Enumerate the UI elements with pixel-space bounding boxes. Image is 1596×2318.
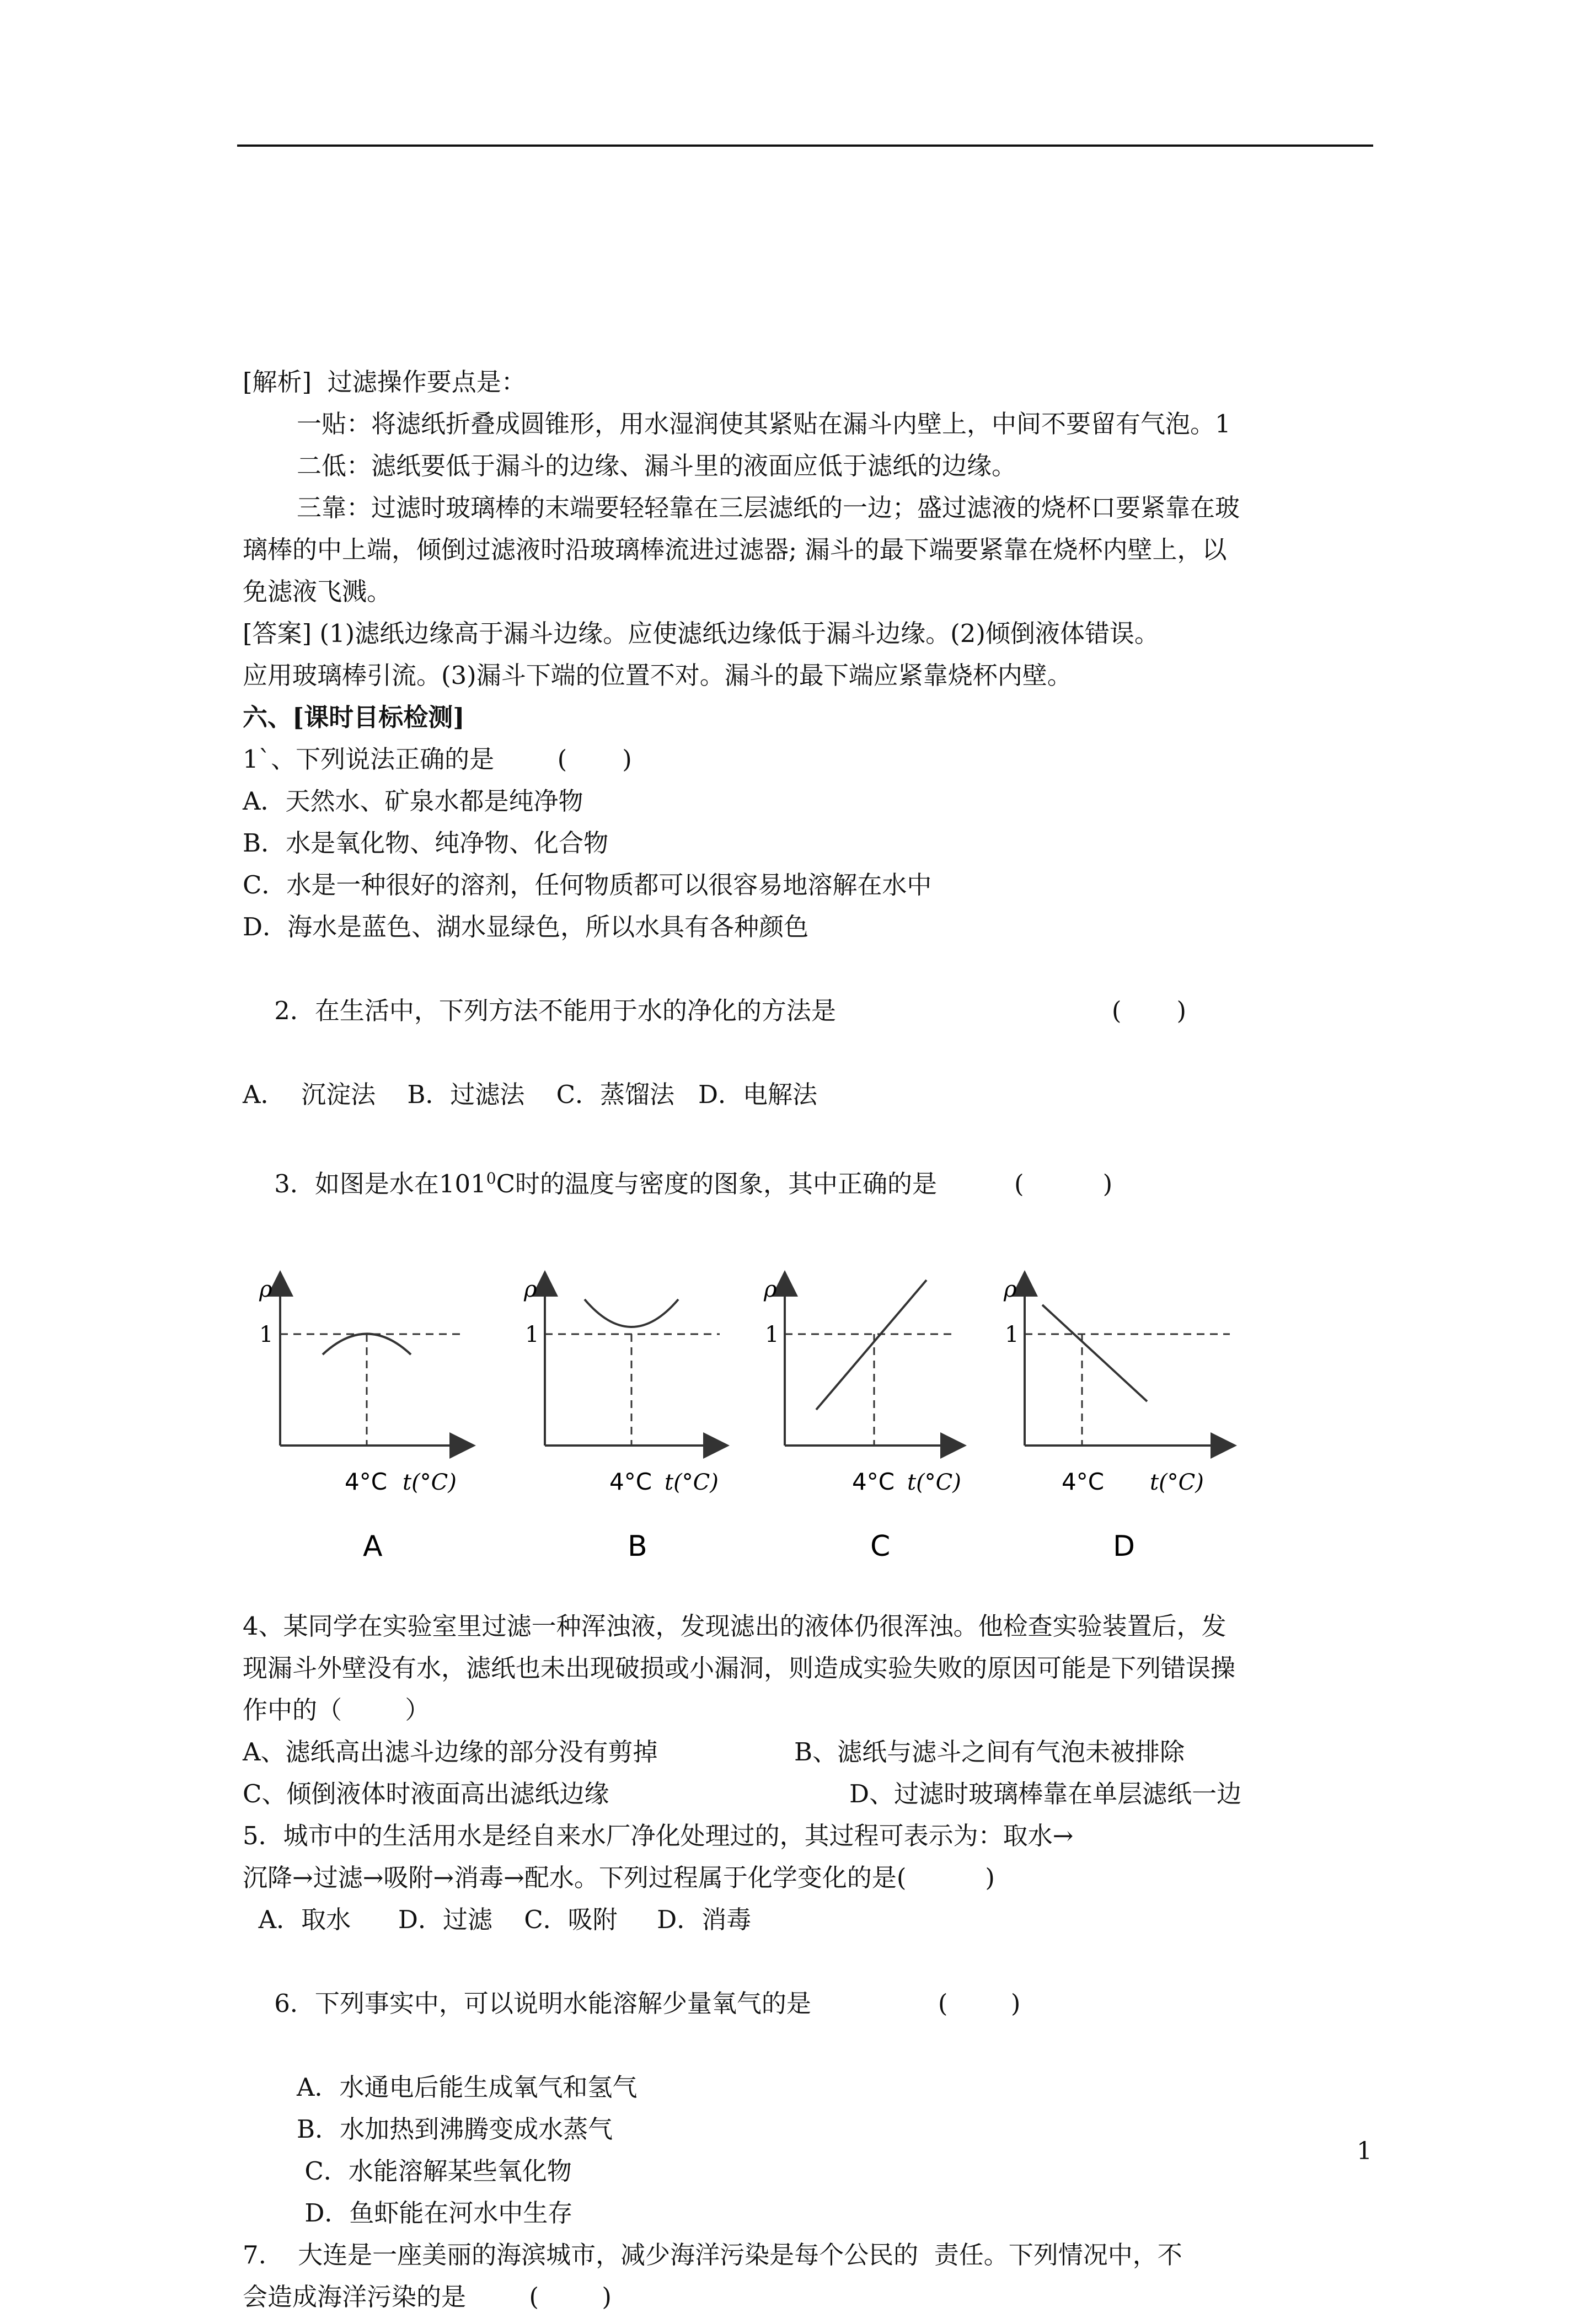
section-title: 六、[课时目标检测] xyxy=(243,703,465,732)
q4-options-row-2 xyxy=(243,1773,1373,1815)
panel-a-y-label: ρ xyxy=(259,1277,272,1302)
page-number: 1 xyxy=(1357,2137,1372,2165)
q5-options: A．取水 D．过滤 C．吸附 D．消毒 xyxy=(243,1905,752,1934)
q6-stem-text: 6．下列事实中，可以说明水能溶解少量氧气的是 xyxy=(274,1989,811,2018)
q7-stem-1: 7. 大连是一座美丽的海滨城市，减少海洋污染是每个公民的 责任。下列情况中，不 xyxy=(243,2240,1182,2269)
panel-b-x-tick: 4°C xyxy=(609,1468,652,1495)
q2-stem xyxy=(243,948,1373,1074)
q5-stem-1: 5．城市中的生活用水是经自来水厂净化处理过的，其过程可表示为：取水→ xyxy=(243,1821,1074,1850)
q2-options: A． 沉淀法 B．过滤法 C．蒸馏法 D．电解法 xyxy=(243,1080,818,1109)
q4-option-b: B、滤纸与滤斗之间有气泡未被排除 xyxy=(794,1737,1185,1766)
analysis-point-3c: 免滤液飞溅。 xyxy=(243,577,392,606)
panel-b-y-label: ρ xyxy=(524,1277,537,1302)
panel-b-y-tick: 1 xyxy=(525,1322,539,1347)
panel-b-letter: B xyxy=(628,1530,647,1563)
analysis-point-3a: 三靠：过滤时玻璃棒的末端要轻轻靠在三层滤纸的一边；盛过滤液的烧杯口要紧靠在玻 xyxy=(297,493,1240,522)
graph-panel-b xyxy=(523,1275,725,1563)
q3-stem xyxy=(243,1116,1373,1247)
q4-options-row-1 xyxy=(243,1731,1373,1773)
q3-stem-suffix: C时的温度与密度的图象，其中正确的是 xyxy=(496,1169,938,1198)
panel-d-x-tick: 4°C xyxy=(1062,1468,1105,1495)
q1-stem: 1`、下列说法正确的是 ( ) xyxy=(243,745,632,774)
panel-c-line xyxy=(816,1280,926,1410)
q6-option-c: C．水能溶解某些氧化物 xyxy=(297,2156,572,2186)
q2-bracket: ( ) xyxy=(1111,996,1187,1025)
q3-stem-sup: 0 xyxy=(486,1169,496,1187)
panel-a-x-label: t(°C) xyxy=(403,1470,457,1495)
analysis-point-2: 二低：滤纸要低于漏斗的边缘、漏斗里的液面应低于滤纸的边缘。 xyxy=(297,451,1017,480)
answer-line-2: 应用玻璃棒引流。(3)漏斗下端的位置不对。漏斗的最下端应紧靠烧杯内壁。 xyxy=(243,661,1072,690)
panel-d-y-label: ρ xyxy=(1004,1277,1017,1302)
q4-option-c: C、倾倒液体时液面高出滤纸边缘 xyxy=(243,1779,609,1808)
q4-option-d: D、过滤时玻璃棒靠在单层滤纸一边 xyxy=(849,1779,1242,1808)
panel-b-x-label: t(°C) xyxy=(665,1470,719,1495)
q4-stem-1: 4、某同学在实验室里过滤一种浑浊液，发现滤出的液体仍很浑浊。他检查实验装置后，发 xyxy=(243,1612,1227,1641)
document-body xyxy=(243,361,1373,2318)
density-temperature-graphs xyxy=(243,1258,1263,1594)
q6-option-b: B．水加热到沸腾变成水蒸气 xyxy=(297,2114,613,2144)
panel-a-letter: A xyxy=(363,1530,383,1563)
q1-option-a: A．天然水、矿泉水都是纯净物 xyxy=(243,786,583,816)
q4-stem-2: 现漏斗外壁没有水，滤纸也未出现破损或小漏洞，则造成实验失败的原因可能是下列错误操 xyxy=(243,1653,1236,1683)
q1-option-b: B．水是氧化物、纯净物、化合物 xyxy=(243,828,609,858)
panel-d-y-tick: 1 xyxy=(1005,1322,1019,1347)
panel-d-line xyxy=(1042,1305,1147,1401)
analysis-point-3b: 璃棒的中上端，倾倒过滤液时沿玻璃棒流进过滤器; 漏斗的最下端要紧靠在烧杯内壁上，以 xyxy=(243,535,1227,564)
q1-option-d: D．海水是蓝色、湖水显绿色，所以水具有各种颜色 xyxy=(243,912,809,941)
q4-stem-3: 作中的（ ） xyxy=(243,1695,430,1725)
panel-c-x-tick: 4°C xyxy=(852,1468,895,1495)
q4-option-a: A、滤纸高出滤斗边缘的部分没有剪掉 xyxy=(243,1737,658,1766)
analysis-title: [解析] 过滤操作要点是： xyxy=(243,367,526,397)
q5-stem-2: 沉降→过滤→吸附→消毒→配水。下列过程属于化学变化的是( ) xyxy=(243,1863,995,1892)
q6-stem xyxy=(243,1941,1373,2067)
panel-c-y-tick: 1 xyxy=(765,1322,779,1347)
q2-stem-text: 2．在生活中，下列方法不能用于水的净化的方法是 xyxy=(274,996,836,1025)
answer-line-1: [答案] (1)滤纸边缘高于漏斗边缘。应使滤纸边缘低于漏斗边缘。(2)倾倒液体错误。 xyxy=(243,619,1159,648)
panel-a-y-tick: 1 xyxy=(259,1322,274,1347)
q3-bracket: ( ) xyxy=(1014,1169,1113,1198)
q7-stem-2: 会造成海洋污染的是 ( ) xyxy=(243,2282,612,2311)
graph-panel-d xyxy=(1003,1275,1233,1563)
q1-option-c: C．水是一种很好的溶剂，任何物质都可以很容易地溶解在水中 xyxy=(243,870,932,900)
graphs-svg xyxy=(243,1258,1263,1594)
panel-c-letter: C xyxy=(870,1530,891,1563)
analysis-point-1: 一贴：将滤纸折叠成圆锥形，用水湿润使其紧贴在漏斗内壁上，中间不要留有气泡。1 xyxy=(297,409,1231,438)
graph-panel-a xyxy=(259,1275,472,1563)
header-rule xyxy=(237,144,1373,147)
q3-stem-prefix: 3．如图是水在101 xyxy=(274,1169,486,1198)
panel-c-y-label: ρ xyxy=(764,1277,777,1302)
panel-c-x-label: t(°C) xyxy=(907,1470,961,1495)
graph-panel-c xyxy=(763,1275,962,1563)
panel-a-x-tick: 4°C xyxy=(345,1468,388,1495)
panel-d-letter: D xyxy=(1113,1530,1136,1563)
panel-b-curve xyxy=(585,1299,678,1327)
panel-d-x-label: t(°C) xyxy=(1150,1470,1204,1495)
q6-option-d: D．鱼虾能在河水中生存 xyxy=(297,2198,573,2228)
q6-bracket: ( ) xyxy=(938,1989,1021,2018)
q6-option-a: A．水通电后能生成氧气和氢气 xyxy=(297,2073,638,2102)
